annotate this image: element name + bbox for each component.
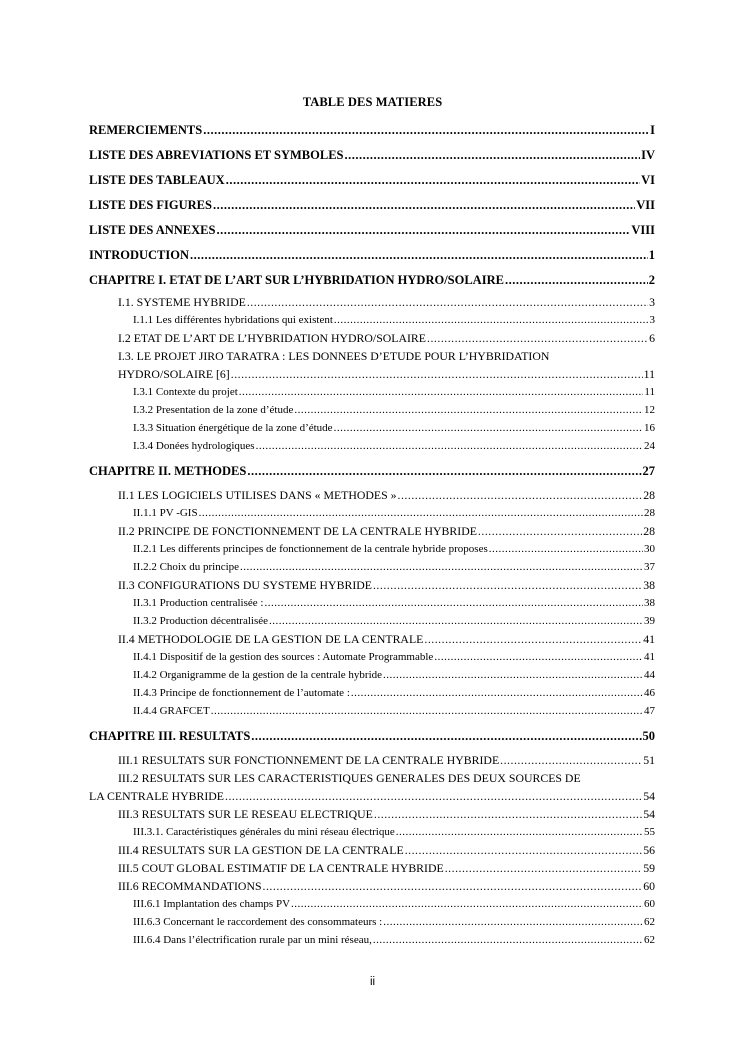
toc-entry-1-1-1[interactable]: I.1.1 Les différentes hybridations qui existent ..... 3 — [89, 311, 655, 329]
toc-entry-3-6-3[interactable]: III.6.3 Concernant le raccordement des consommateurs : ..... 62 — [89, 913, 655, 931]
toc-title: TABLE DES MATIERES — [302, 95, 443, 109]
toc-entry-chapitre-2[interactable]: CHAPITRE II. METHODES ..... 27 — [89, 462, 655, 480]
toc-entry-1-3-2[interactable]: I.3.2 Presentation de la zone d’étude ..... 12 — [89, 401, 655, 419]
toc-entry-1-3[interactable]: HYDRO/SOLAIRE [6] ..... 11 — [89, 365, 655, 383]
toc-entry-3-4[interactable]: III.4 RESULTATS SUR LA GESTION DE LA CENTRALE ..... 56 — [89, 841, 655, 859]
toc-entry-chapitre-1[interactable]: CHAPITRE I. ETAT DE L’ART SUR L’HYBRIDATION HYDRO/SOLAIRE ..... 2 — [89, 271, 655, 289]
toc-entry-3-6-1[interactable]: III.6.1 Implantation des champs PV ..... 60 — [89, 895, 655, 913]
toc-entry-3-3-1[interactable]: III.3.1. Caractéristiques générales du mini réseau électrique ..... 55 — [89, 823, 655, 841]
toc-entry-abreviations[interactable]: LISTE DES ABREVIATIONS ET SYMBOLES ..... IV — [89, 146, 655, 164]
toc-entry-3-6-4[interactable]: III.6.4 Dans l’électrification rurale par un mini réseau, ..... 62 — [89, 931, 655, 949]
toc-entry-figures[interactable]: LISTE DES FIGURES ..... VII — [89, 196, 655, 214]
toc-entry-2-4-3[interactable]: II.4.3 Principe de fonctionnement de l’automate : ..... 46 — [89, 684, 655, 702]
toc-entry-3-6[interactable]: III.6 RECOMMANDATIONS ..... 60 — [89, 877, 655, 895]
toc-entry-2-4-4[interactable]: II.4.4 GRAFCET ..... 47 — [89, 702, 655, 720]
toc-entry-2-2-1[interactable]: II.2.1 Les differents principes de fonctionnement de la centrale hybride proposes ..... 30 — [89, 540, 655, 558]
toc-entry-1-2[interactable]: I.2 ETAT DE L’ART DE L’HYBRIDATION HYDRO/SOLAIRE ..... 6 — [89, 329, 655, 347]
toc-entry-2-3-1[interactable]: II.3.1 Production centralisée : ..... 38 — [89, 594, 655, 612]
toc-entry-3-3[interactable]: III.3 RESULTATS SUR LE RESEAU ELECTRIQUE ..... 54 — [89, 805, 655, 823]
toc-entry-2-1[interactable]: II.1 LES LOGICIELS UTILISES DANS « METHODES » ..... 28 — [89, 486, 655, 504]
toc-entry-1-3-line1[interactable]: I.3. LE PROJET JIRO TARATRA : LES DONNEES D’ETUDE POUR L’HYBRIDATION — [118, 349, 550, 363]
toc-entry-chapitre-3[interactable]: CHAPITRE III. RESULTATS ..... 50 — [89, 727, 655, 745]
toc-entry-2-3[interactable]: II.3 CONFIGURATIONS DU SYSTEME HYBRIDE ..... 38 — [89, 576, 655, 594]
toc-entry-3-2[interactable]: LA CENTRALE HYBRIDE ..... 54 — [89, 787, 655, 805]
toc-entry-1-3-4[interactable]: I.3.4 Donées hydrologiques ..... 24 — [89, 437, 655, 455]
toc-entry-introduction[interactable]: INTRODUCTION ..... 1 — [89, 246, 655, 264]
toc-entry-1-3-3[interactable]: I.3.3 Situation énergétique de la zone d’étude ..... 16 — [89, 419, 655, 437]
toc-entry-2-4-1[interactable]: II.4.1 Dispositif de la gestion des sources : Automate Programmable ..... 41 — [89, 648, 655, 666]
toc-entry-3-2-line1[interactable]: III.2 RESULTATS SUR LES CARACTERISTIQUES GENERALES DES DEUX SOURCES DE — [118, 771, 581, 785]
toc-entry-2-2-2[interactable]: II.2.2 Choix du principe ..... 37 — [89, 558, 655, 576]
toc-entry-1-1[interactable]: I.1. SYSTEME HYBRIDE ..... 3 — [89, 293, 655, 311]
toc-entry-tableaux[interactable]: LISTE DES TABLEAUX ..... VI — [89, 171, 655, 189]
table-of-contents — [89, 121, 655, 949]
toc-entry-3-5[interactable]: III.5 COUT GLOBAL ESTIMATIF DE LA CENTRALE HYBRIDE ..... 59 — [89, 859, 655, 877]
toc-entry-2-3-2[interactable]: II.3.2 Production décentralisée ..... 39 — [89, 612, 655, 630]
toc-entry-annexes[interactable]: LISTE DES ANNEXES ..... VIII — [89, 221, 655, 239]
toc-entry-2-1-1[interactable]: II.1.1 PV -GIS ..... 28 — [89, 504, 655, 522]
toc-entry-3-1[interactable]: III.1 RESULTATS SUR FONCTIONNEMENT DE LA CENTRALE HYBRIDE ..... 51 — [89, 751, 655, 769]
toc-entry-remerciements[interactable]: REMERCIEMENTS ..... I — [89, 121, 655, 139]
toc-entry-1-3-1[interactable]: I.3.1 Contexte du projet ..... 11 — [89, 383, 655, 401]
toc-entry-2-4[interactable]: II.4 METHODOLOGIE DE LA GESTION DE LA CENTRALE ..... 41 — [89, 630, 655, 648]
page-number: ii — [369, 976, 376, 988]
toc-entry-2-2[interactable]: II.2 PRINCIPE DE FONCTIONNEMENT DE LA CENTRALE HYBRIDE ..... 28 — [89, 522, 655, 540]
toc-entry-2-4-2[interactable]: II.4.2 Organigramme de la gestion de la centrale hybride ..... 44 — [89, 666, 655, 684]
